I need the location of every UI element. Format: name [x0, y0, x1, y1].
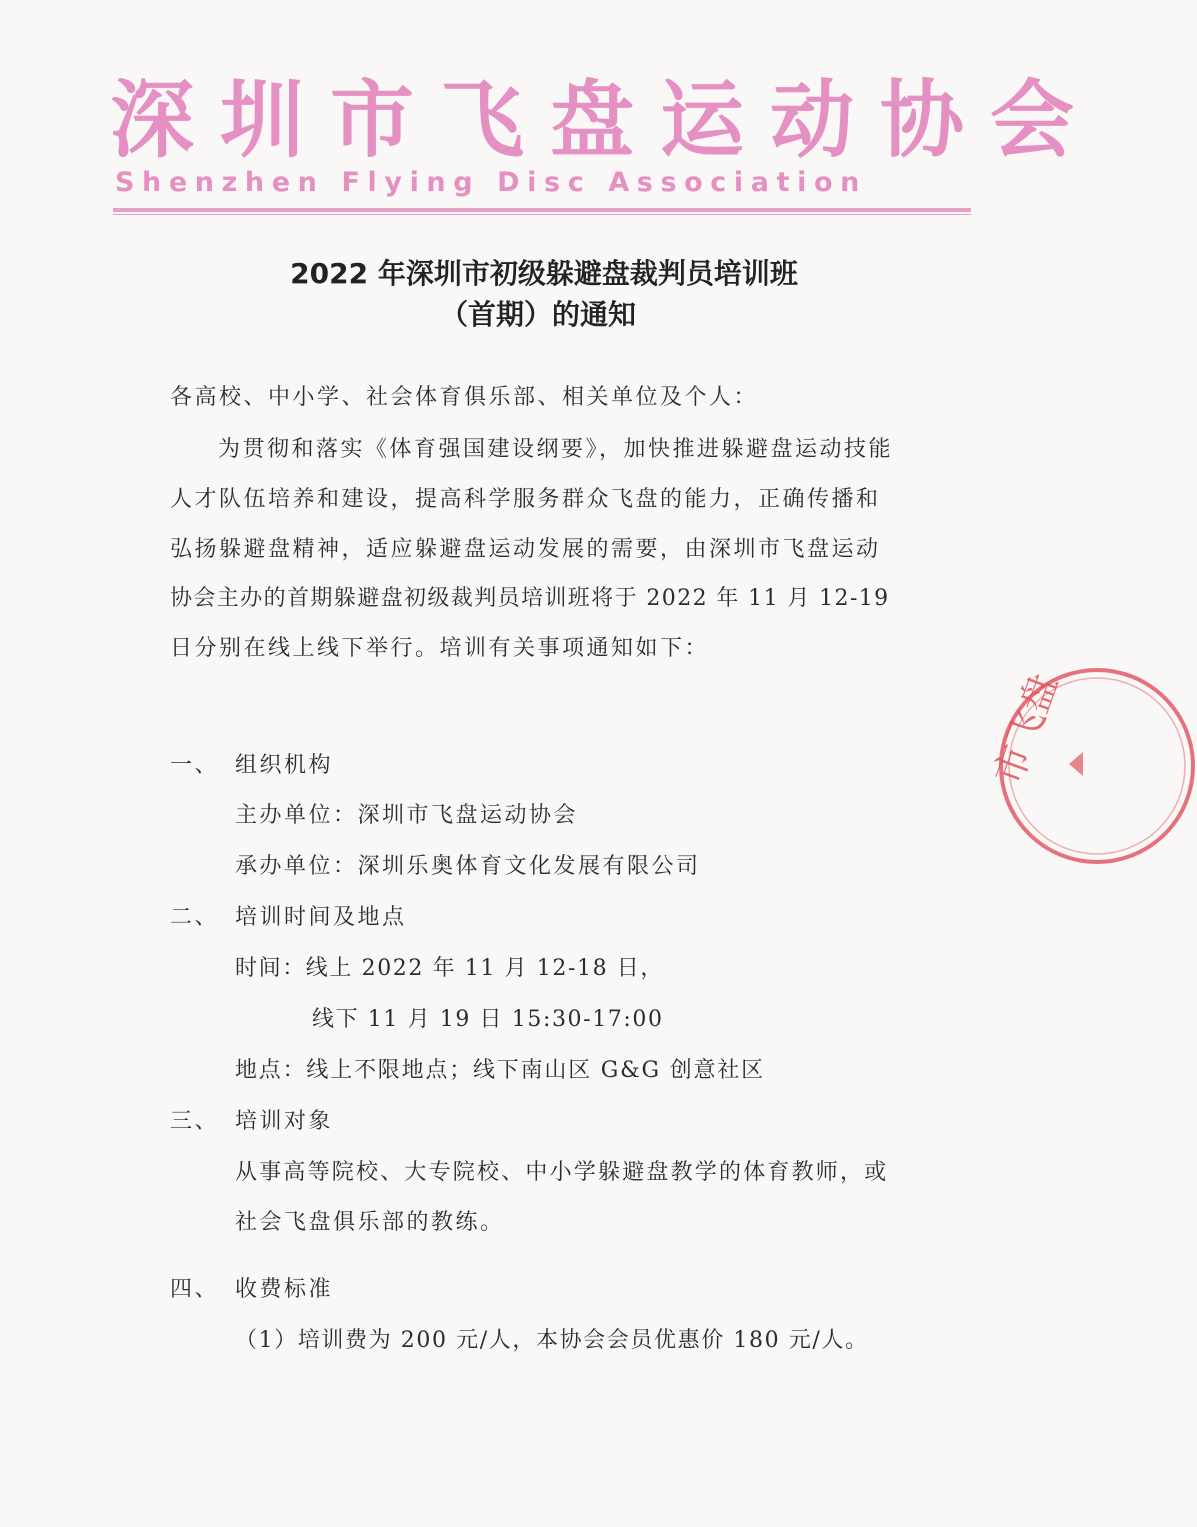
intro-line-2: 人才队伍培养和建设，提高科学服务群众飞盘的能力，正确传播和 — [170, 487, 881, 512]
seal-text: 市飞盘 — [985, 667, 1067, 791]
notice-title-line2: （首期）的通知 — [439, 298, 636, 331]
letterhead-name-en: Shenzhen Flying Disc Association — [115, 167, 867, 198]
intro-line-3: 弘扬躲避盘精神，适应躲避盘运动发展的需要，由深圳市飞盘运动 — [170, 537, 881, 562]
co-organizer-line: 承办单位：深圳乐奥体育文化发展有限公司 — [235, 854, 701, 879]
fee-line-1: （1）培训费为 200 元/人，本协会会员优惠价 180 元/人。 — [235, 1328, 869, 1353]
salutation: 各高校、中小学、社会体育俱乐部、相关单位及个人： — [170, 385, 759, 410]
organizer-line: 主办单位：深圳市飞盘运动协会 — [235, 803, 579, 828]
section-3-heading: 培训对象 — [235, 1109, 334, 1134]
letterhead-rule-thick — [113, 208, 971, 212]
audience-line-2: 社会飞盘俱乐部的教练。 — [235, 1210, 505, 1235]
time-online-line: 时间：线上 2022 年 11 月 12-18 日， — [235, 956, 664, 981]
intro-line-1: 为贯彻和落实《体育强国建设纲要》，加快推进躲避盘运动技能 — [218, 437, 894, 462]
section-1-number: 一、 — [170, 753, 220, 778]
intro-line-5: 日分别在线上线下举行。培训有关事项通知如下： — [170, 636, 710, 661]
letterhead-rule-thin — [113, 214, 971, 215]
time-offline-line: 线下 11 月 19 日 15:30-17:00 — [312, 1007, 664, 1032]
audience-line-1: 从事高等院校、大专院校、中小学躲避盘教学的体育教师，或 — [235, 1160, 889, 1185]
section-2-heading: 培训时间及地点 — [235, 905, 407, 930]
official-seal — [985, 666, 1197, 866]
location-line: 地点：线上不限地点；线下南山区 G&G 创意社区 — [235, 1058, 765, 1083]
section-2-number: 二、 — [170, 905, 220, 930]
notice-title-line1: 2022 年深圳市初级躲避盘裁判员培训班 — [290, 257, 798, 290]
section-4-heading: 收费标准 — [235, 1277, 334, 1302]
intro-line-4: 协会主办的首期躲避盘初级裁判员培训班将于 2022 年 11 月 12-19 — [170, 586, 890, 611]
section-3-number: 三、 — [170, 1109, 220, 1134]
section-4-number: 四、 — [170, 1277, 220, 1302]
section-1-heading: 组织机构 — [235, 753, 334, 778]
letterhead-name-cn: 深圳市飞盘运动协会 — [110, 71, 1101, 169]
